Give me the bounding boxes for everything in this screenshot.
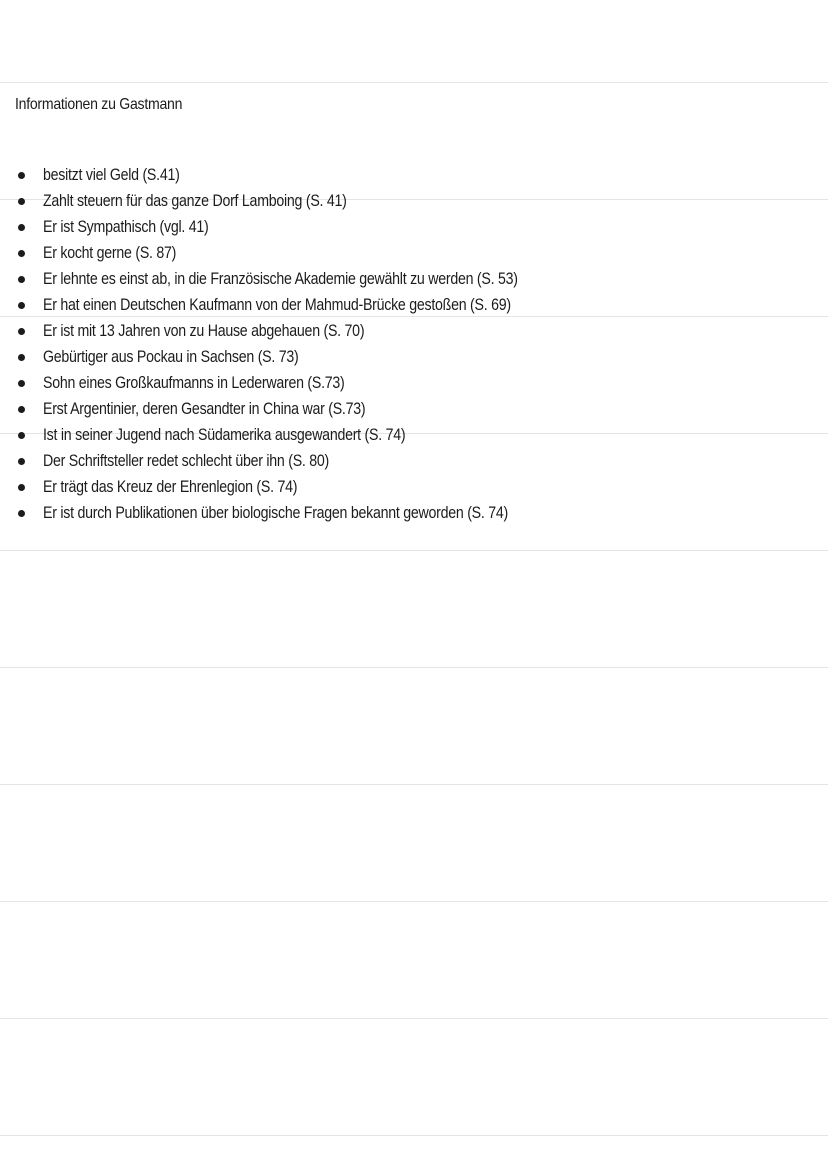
list-item-text: Er kocht gerne (S. 87)	[43, 244, 177, 262]
bullet-icon	[18, 510, 25, 517]
bullet-icon	[18, 172, 25, 179]
page-title: Informationen zu Gastmann	[15, 96, 183, 113]
list-item-text: Er ist mit 13 Jahren von zu Hause abgehauen (S. 70)	[43, 322, 365, 340]
list-item-text: Erst Argentinier, deren Gesandter in China war (S.73)	[43, 400, 366, 418]
list-item-text: Er hat einen Deutschen Kaufmann von der Mahmud-Brücke gestoßen (S. 69)	[43, 296, 511, 314]
list-item-text: Ist in seiner Jugend nach Südamerika ausgewandert (S. 74)	[43, 426, 406, 444]
list-item-text: Sohn eines Großkaufmanns in Lederwaren (S.73)	[43, 374, 345, 392]
bullet-icon	[18, 302, 25, 309]
bullet-icon	[18, 354, 25, 361]
list-item-text: Der Schriftsteller redet schlecht über ihn (S. 80)	[43, 452, 330, 470]
list-item-text: Er lehnte es einst ab, in die Französische Akademie gewählt zu werden (S. 53)	[43, 270, 518, 288]
bullet-icon	[18, 380, 25, 387]
bullet-icon	[18, 250, 25, 257]
list-item-text: Er ist durch Publikationen über biologische Fragen bekannt geworden (S. 74)	[43, 504, 508, 522]
bullet-icon	[18, 328, 25, 335]
list-item-text: Zahlt steuern für das ganze Dorf Lamboing (S. 41)	[43, 192, 347, 210]
list-item-text: Er trägt das Kreuz der Ehrenlegion (S. 74)	[43, 478, 298, 496]
bullet-icon	[18, 484, 25, 491]
bullet-icon	[18, 458, 25, 465]
bullet-icon	[18, 432, 25, 439]
bullet-icon	[18, 198, 25, 205]
bullet-icon	[18, 406, 25, 413]
list-item-text: Gebürtiger aus Pockau in Sachsen (S. 73)	[43, 348, 299, 366]
bullet-icon	[18, 224, 25, 231]
list-item-text: besitzt viel Geld (S.41)	[43, 166, 180, 184]
bullet-icon	[18, 276, 25, 283]
list-item-text: Er ist Sympathisch (vgl. 41)	[43, 218, 209, 236]
